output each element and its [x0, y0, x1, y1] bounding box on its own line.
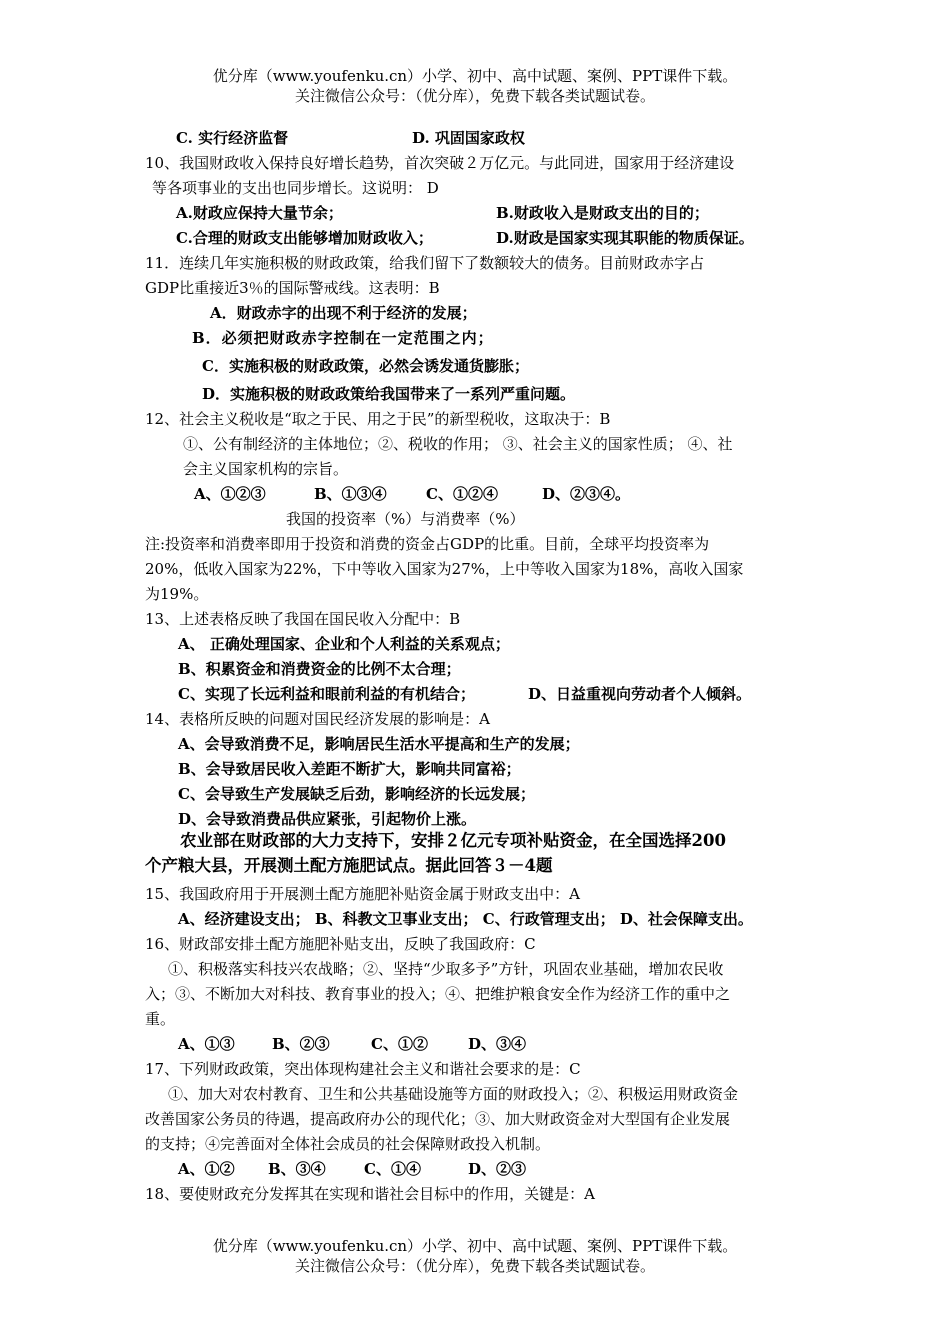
q11-option-d: D．实施积极的财政政策给我国带来了一系列严重问题。 — [202, 385, 576, 403]
note-line-3: 为19%。 — [145, 585, 209, 603]
q14-option-d: D、会导致消费品供应紧张，引起物价上涨。 — [178, 810, 477, 828]
q16-stem-line-4: 重。 — [145, 1010, 176, 1028]
q11-stem-line-1: 11．连续几年实施积极的财政政策，给我们留下了数额较大的债务。目前财政赤字占 — [145, 254, 705, 272]
q13-option-c: C、实现了长远利益和眼前利益的有机结合； — [178, 685, 475, 703]
note-line-2: 20%，低收入国家为22%，下中等收入国家为27%，上中等收入国家为18%，高收入国家 — [145, 560, 744, 578]
q9-option-d: D. 巩固国家政权 — [412, 129, 525, 147]
q16-option-d: D、③④ — [468, 1035, 527, 1053]
footer-line-1: 优分库（www.youfenku.cn）小学、初中、高中试题、案例、PPT课件下载。 — [212, 1237, 738, 1255]
note-line-1: 注:投资率和消费率即用于投资和消费的资金占GDP的比重。目前，全球平均投资率为 — [145, 535, 710, 553]
q16-stem-line-2: ①、积极落实科技兴农战略；②、坚持“少取多予”方针，巩固农业基础，增加农民收 — [168, 960, 724, 978]
q10-option-a: A.财政应保持大量节余； — [176, 204, 343, 222]
q13-option-a: A、 正确处理国家、企业和个人利益的关系观点； — [178, 635, 510, 653]
q12-stem-line-1: 12、社会主义税收是“取之于民、用之于民”的新型税收，这取决于：B — [145, 410, 611, 428]
q18-stem: 18、要使财政充分发挥其在实现和谐社会目标中的作用，关键是：A — [145, 1185, 595, 1203]
q11-stem-line-2: GDP比重接近3％的国际警戒线。这表明：B — [145, 279, 440, 297]
q12-stem-line-2: ①、公有制经济的主体地位；②、税收的作用； ③、社会主义的国家性质； ④、社 — [183, 435, 733, 453]
q10-option-c: C.合理的财政支出能够增加财政收入； — [176, 229, 433, 247]
q17-stem-line-4: 的支持；④完善面对全体社会成员的社会保障财政投入机制。 — [145, 1135, 551, 1153]
q12-stem-line-3: 会主义国家机构的宗旨。 — [183, 460, 349, 478]
q11-option-c: C．实施积极的财政政策，必然会诱发通货膨胀； — [202, 357, 529, 375]
q17-option-c: C、①④ — [364, 1160, 421, 1178]
q17-option-d: D、②③ — [468, 1160, 527, 1178]
q10-option-d: D.财政是国家实现其职能的物质保证。 — [496, 229, 754, 247]
q10-stem-line-2: 等各项事业的支出也同步增长。这说明： D — [152, 179, 439, 197]
header-line-2: 关注微信公众号：（优分库），免费下载各类试题试卷。 — [294, 87, 655, 105]
q17-option-b: B、③④ — [268, 1160, 326, 1178]
q11-option-b: B．必须把财政赤字控制在一定范围之内； — [192, 329, 494, 347]
q14-stem: 14、表格所反映的问题对国民经济发展的影响是：A — [145, 710, 490, 728]
q15-stem: 15、我国政府用于开展测土配方施肥补贴资金属于财政支出中：A — [145, 885, 580, 903]
material-line-2: 个产粮大县，开展测土配方施肥试点。据此回答３－4题 — [145, 856, 553, 875]
q17-stem-line-3: 改善国家公务员的待遇，提高政府办公的现代化；③、加大财政资金对大型国有企业发展 — [145, 1110, 731, 1128]
q17-option-a: A、①② — [178, 1160, 235, 1178]
q16-stem-line-1: 16、财政部安排土配方施肥补贴支出，反映了我国政府：C — [145, 935, 536, 953]
q10-option-b: B.财政收入是财政支出的目的； — [496, 204, 709, 222]
q12-option-d: D、②③④。 — [542, 485, 631, 503]
material-line-1: 农业部在财政部的大力支持下，安排２亿元专项补贴资金，在全国选择200 — [180, 831, 726, 850]
q10-stem-line-1: 10、我国财政收入保持良好增长趋势，首次突破２万亿元。与此同进，国家用于经济建设 — [145, 154, 735, 172]
table-caption: 我国的投资率（%）与消费率（%） — [286, 510, 525, 528]
q12-option-b: B、①③④ — [314, 485, 387, 503]
header-line-1: 优分库（www.youfenku.cn）小学、初中、高中试题、案例、PPT课件下载。 — [212, 67, 738, 85]
q13-stem: 13、上述表格反映了我国在国民收入分配中：B — [145, 610, 461, 628]
q9-option-c: C. 实行经济监督 — [176, 129, 289, 147]
q16-option-c: C、①② — [371, 1035, 428, 1053]
q12-option-c: C、①②④ — [426, 485, 498, 503]
q13-option-d: D、日益重视向劳动者个人倾斜。 — [528, 685, 752, 703]
q16-option-a: A、①③ — [178, 1035, 235, 1053]
q11-option-a: A．财政赤字的出现不利于经济的发展； — [210, 304, 477, 322]
q17-stem-line-1: 17、下列财政政策，突出体现构建社会主义和谐社会要求的是：C — [145, 1060, 581, 1078]
q15-options: A、经济建设支出； B、科教文卫事业支出； C、行政管理支出； D、社会保障支出。 — [178, 910, 753, 928]
q16-option-b: B、②③ — [272, 1035, 330, 1053]
q13-option-b: B、积累资金和消费资金的比例不太合理； — [178, 660, 461, 678]
q14-option-a: A、会导致消费不足，影响居民生活水平提高和生产的发展； — [178, 735, 580, 753]
q14-option-b: B、会导致居民收入差距不断扩大，影响共同富裕； — [178, 760, 521, 778]
footer-line-2: 关注微信公众号：（优分库），免费下载各类试题试卷。 — [294, 1257, 655, 1275]
q12-option-a: A、①②③ — [194, 485, 266, 503]
q16-stem-line-3: 入；③、不断加大对科技、教育事业的投入；④、把维护粮食安全作为经济工作的重中之 — [145, 985, 731, 1003]
q14-option-c: C、会导致生产发展缺乏后劲，影响经济的长远发展； — [178, 785, 535, 803]
q17-stem-line-2: ①、加大对农村教育、卫生和公共基础设施等方面的财政投入；②、积极运用财政资金 — [168, 1085, 739, 1103]
